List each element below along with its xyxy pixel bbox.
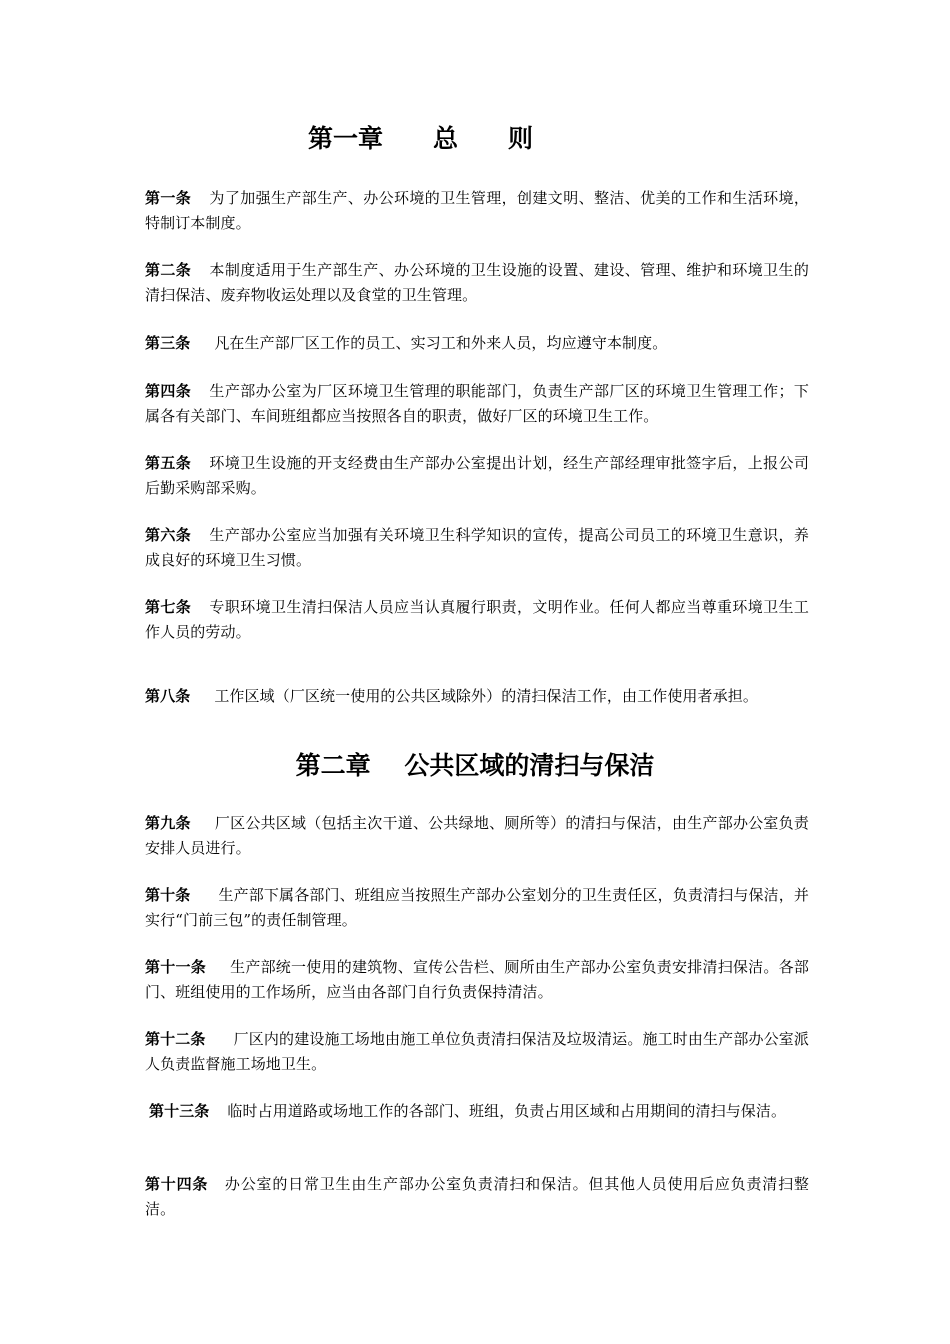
article-number: 第三条 bbox=[145, 334, 191, 352]
article-text: 生产部办公室应当加强有关环境卫生科学知识的宣传，提高公司员工的环境卫生意识，养成良好的环境卫生习惯。 bbox=[145, 526, 809, 569]
chapter-2-title: 第二章 公共区域的清扫与保洁 bbox=[295, 751, 655, 780]
article-3 bbox=[145, 331, 809, 356]
article-number: 第七条 bbox=[145, 598, 192, 616]
article-number: 第十二条 bbox=[145, 1030, 206, 1048]
article-number: 第八条 bbox=[145, 687, 191, 705]
article-number: 第十三条 bbox=[149, 1102, 210, 1120]
article-1 bbox=[145, 186, 809, 236]
article-11 bbox=[145, 955, 809, 1005]
article-text: 专职环境卫生清扫保洁人员应当认真履行职责，文明作业。任何人都应当尊重环境卫生工作人员的劳动。 bbox=[145, 598, 809, 641]
article-number: 第二条 bbox=[145, 261, 192, 279]
article-6 bbox=[145, 523, 809, 573]
article-12 bbox=[145, 1027, 809, 1077]
article-text: 本制度适用于生产部生产、办公环境的卫生设施的设置、建设、管理、维护和环境卫生的清扫保洁、废弃物收运处理以及食堂的卫生管理。 bbox=[145, 261, 809, 304]
article-8 bbox=[145, 684, 809, 709]
article-text: 办公室的日常卫生由生产部办公室负责清扫和保洁。但其他人员使用后应负责清扫整洁。 bbox=[145, 1175, 809, 1218]
article-text: 凡在生产部厂区工作的员工、实习工和外来人员，均应遵守本制度。 bbox=[214, 334, 668, 352]
article-14 bbox=[145, 1172, 809, 1222]
article-text: 临时占用道路或场地工作的各部门、班组，负责占用区域和占用期间的清扫与保洁。 bbox=[227, 1102, 787, 1120]
article-text: 生产部下属各部门、班组应当按照生产部办公室划分的卫生责任区，负责清扫与保洁，并实行“门前三包”的责任制管理。 bbox=[145, 886, 809, 929]
article-number: 第十一条 bbox=[145, 958, 206, 976]
article-number: 第十四条 bbox=[145, 1175, 209, 1193]
article-10 bbox=[145, 883, 809, 933]
chapter-1-title: 第一章 总 则 bbox=[308, 124, 534, 153]
article-text: 工作区域（厂区统一使用的公共区域除外）的清扫保洁工作，由工作使用者承担。 bbox=[214, 687, 758, 705]
article-text: 生产部办公室为厂区环境卫生管理的职能部门，负责生产部厂区的环境卫生管理工作；下属各有关部门、车间班组都应当按照各自的职责，做好厂区的环境卫生工作。 bbox=[145, 382, 809, 425]
article-number: 第六条 bbox=[145, 526, 192, 544]
article-number: 第五条 bbox=[145, 454, 192, 472]
article-text: 生产部统一使用的建筑物、宣传公告栏、厕所由生产部办公室负责安排清扫保洁。各部门、班组使用的工作场所，应当由各部门自行负责保持清洁。 bbox=[145, 958, 809, 1001]
article-2 bbox=[145, 258, 809, 308]
article-text: 为了加强生产部生产、办公环境的卫生管理，创建文明、整洁、优美的工作和生活环境，特制订本制度。 bbox=[145, 189, 809, 232]
article-5 bbox=[145, 451, 809, 501]
article-text: 厂区内的建设施工场地由施工单位负责清扫保洁及垃圾清运。施工时由生产部办公室派人负责监督施工场地卫生。 bbox=[145, 1030, 809, 1073]
article-text: 厂区公共区域（包括主次干道、公共绿地、厕所等）的清扫与保洁，由生产部办公室负责安排人员进行。 bbox=[145, 814, 809, 857]
article-7 bbox=[145, 595, 809, 645]
article-number: 第十条 bbox=[145, 886, 191, 904]
article-13 bbox=[145, 1099, 809, 1124]
article-4 bbox=[145, 379, 809, 429]
article-number: 第一条 bbox=[145, 189, 192, 207]
article-9 bbox=[145, 811, 809, 861]
article-number: 第四条 bbox=[145, 382, 192, 400]
article-text: 环境卫生设施的开支经费由生产部办公室提出计划，经生产部经理审批签字后，上报公司后勤采购部采购。 bbox=[145, 454, 809, 497]
article-number: 第九条 bbox=[145, 814, 191, 832]
